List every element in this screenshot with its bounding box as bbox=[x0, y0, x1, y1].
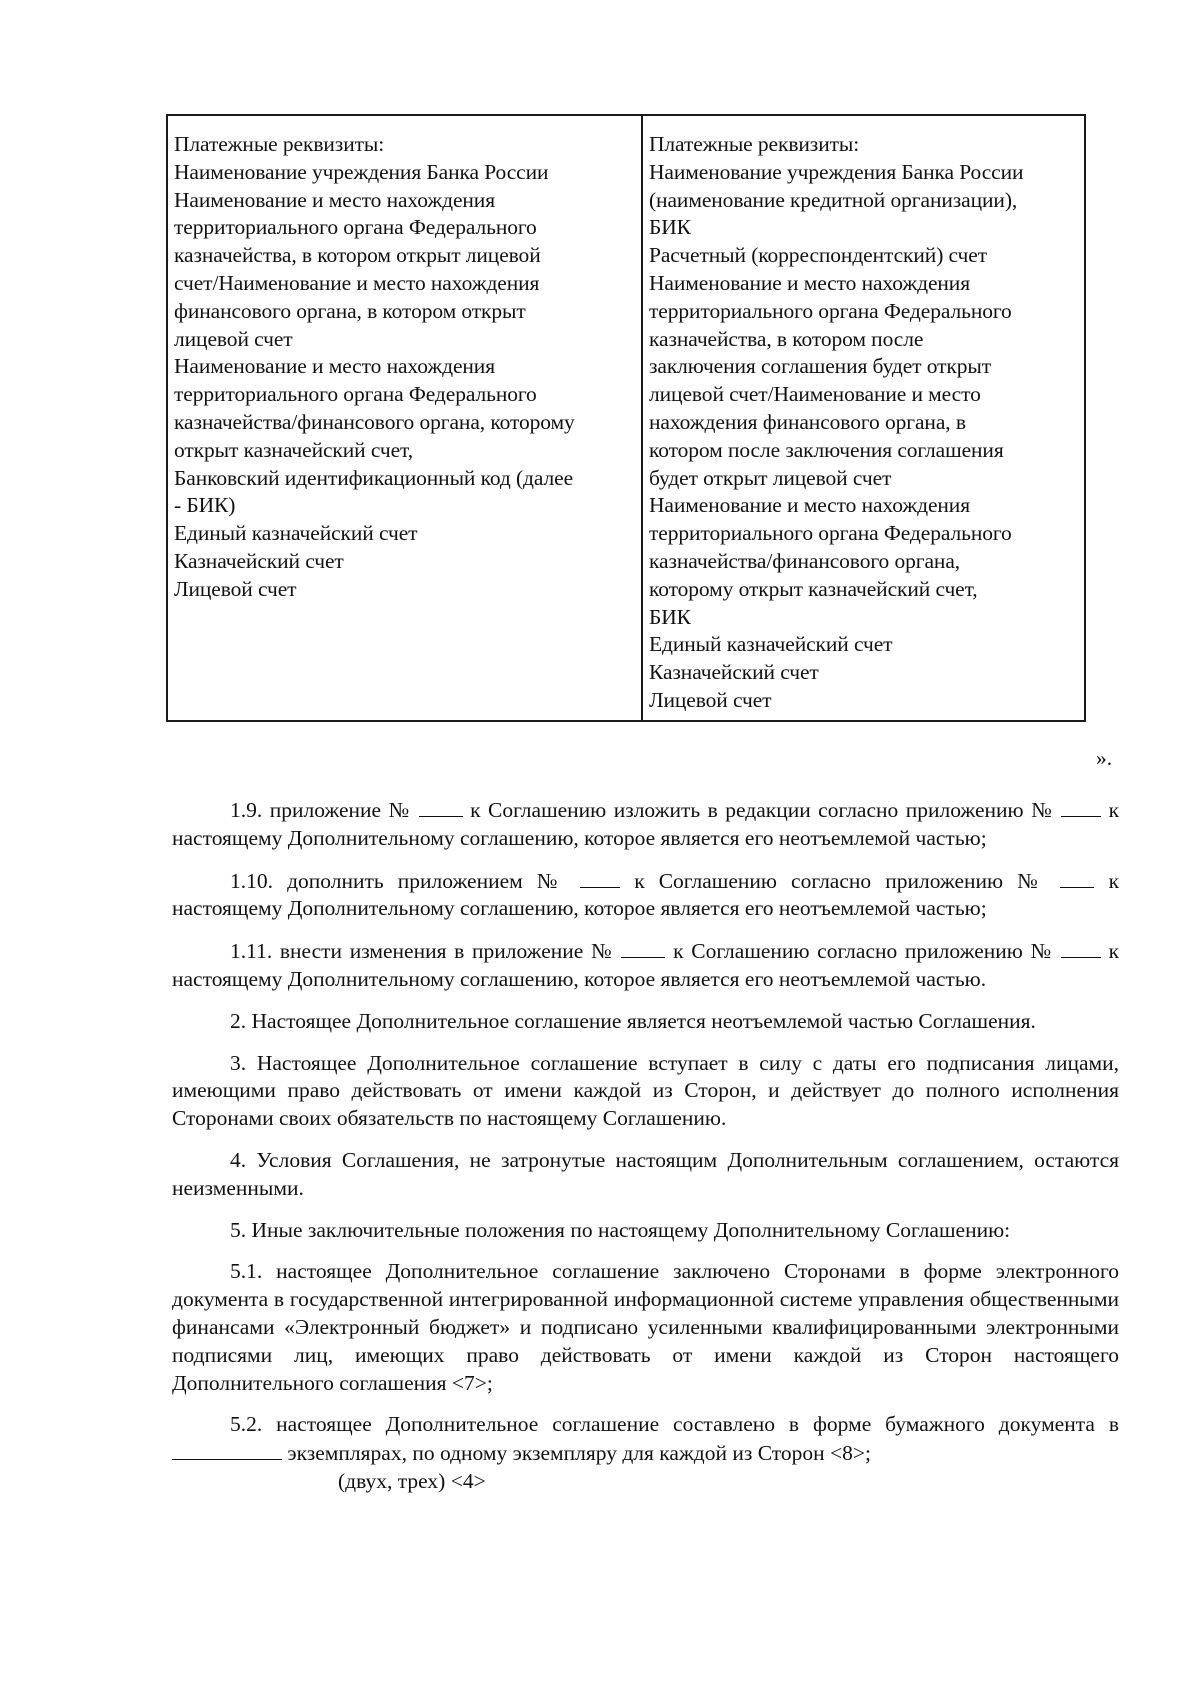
requisites-left-line: Лицевой счет bbox=[174, 576, 297, 601]
requisites-right-line: Казначейский счет bbox=[649, 660, 819, 685]
requisites-right-line: Расчетный (корреспондентский) счет bbox=[649, 243, 987, 268]
requisites-right-line: Наименование учреждения Банка России bbox=[649, 159, 1024, 184]
blank-field bbox=[1061, 796, 1101, 817]
requisites-left-line: Банковский идентификационный код (далее bbox=[174, 465, 574, 490]
requisites-left-line: территориального органа Федерального bbox=[174, 382, 537, 407]
requisites-right-line: (наименование кредитной организации), bbox=[649, 187, 1018, 212]
requisites-right-line: БИК bbox=[649, 215, 691, 240]
blank-field bbox=[1060, 867, 1094, 888]
requisites-left-line: Наименование учреждения Банка России bbox=[174, 159, 549, 184]
paragraph-1-9-part-b: к Соглашению изложить в редакции согласно приложению № bbox=[470, 798, 1054, 822]
requisites-right-line: нахождения финансового органа, в bbox=[649, 409, 966, 434]
paragraph-1-10 bbox=[172, 867, 1119, 924]
requisites-right-line: лицевой счет/Наименование и место bbox=[649, 382, 981, 407]
blank-field bbox=[621, 937, 665, 958]
paragraph-1-9-part-a: 1.9. приложение № bbox=[230, 798, 412, 822]
paragraph-5-1: 5.1. настоящее Дополнительное соглашение заключено Сторонами в форме электронного документа в государственной интегрированной информационной системе управления общественными финансами «Электронный бюджет» и подписано усиленными квалифицированными электронными подписями лиц, имеющих право действовать от имени каждой из Сторон настоящего Дополнительного соглашения <7>; bbox=[172, 1259, 1119, 1395]
requisites-right-line: которому открыт казначейский счет, bbox=[649, 576, 978, 601]
requisites-left-line: - БИК) bbox=[174, 493, 236, 518]
requisites-left-line: счет/Наименование и место нахождения bbox=[174, 270, 540, 295]
requisites-left-line: лицевой счет bbox=[174, 326, 293, 351]
requisites-left-line: Платежные реквизиты: bbox=[174, 132, 385, 156]
requisites-left-line: казначейства, в котором открыт лицевой bbox=[174, 243, 541, 268]
requisites-left-line: Наименование и место нахождения bbox=[174, 187, 495, 212]
paragraph-1-9-part-c: к настоящему Дополнительному соглашению, которое является его неотъемлемой частью; bbox=[172, 798, 1120, 850]
blank-field bbox=[1061, 937, 1101, 958]
blank-field bbox=[419, 796, 463, 817]
paragraph-1-10-part-a: 1.10. дополнить приложением № bbox=[230, 868, 567, 893]
paragraph-5-2 bbox=[172, 1411, 1119, 1495]
requisites-left-line: открыт казначейский счет, bbox=[174, 437, 413, 462]
requisites-right-line: казначейства/финансового органа, bbox=[649, 548, 961, 573]
paragraph-5-2-part-b: экземплярах, по одному экземпляру для каждой из Сторон <8>; bbox=[287, 1441, 872, 1466]
paragraph-1-11-part-c: к настоящему Дополнительному соглашению, которое является его неотъемлемой частью. bbox=[172, 939, 1120, 991]
requisites-right-line: котором после заключения соглашения bbox=[649, 437, 1004, 462]
paragraph-2: 2. Настоящее Дополнительное соглашение является неотъемлемой частью Соглашения. bbox=[230, 1008, 1036, 1033]
requisites-left-line: казначейства/финансового органа, которому bbox=[174, 409, 575, 434]
payment-requisites-table bbox=[166, 114, 1086, 722]
requisites-right-line: территориального органа Федерального bbox=[649, 298, 1012, 323]
requisites-left-line: Казначейский счет bbox=[174, 548, 344, 573]
copies-hint: (двух, трех) <4> bbox=[338, 1468, 486, 1493]
requisites-right-line: будет открыт лицевой счет bbox=[649, 465, 892, 490]
paragraph-1-9 bbox=[172, 796, 1119, 853]
paragraph-1-11-part-a: 1.11. внести изменения в приложение № bbox=[230, 939, 614, 964]
closing-quote: ». bbox=[1096, 746, 1113, 770]
paragraph-1-10-part-b: к Соглашению согласно приложению № bbox=[634, 868, 1047, 893]
requisites-right-column bbox=[643, 116, 1084, 720]
requisites-right-line: территориального органа Федерального bbox=[649, 521, 1012, 546]
requisites-right-line: Платежные реквизиты: bbox=[649, 132, 860, 156]
paragraph-5: 5. Иные заключительные положения по настоящему Дополнительному Соглашению: bbox=[230, 1217, 1011, 1242]
requisites-right-line: Лицевой счет bbox=[649, 687, 772, 712]
requisites-left-line: территориального органа Федерального bbox=[174, 215, 537, 240]
paragraph-1-10-part-c: к настоящему Дополнительному соглашению, которое является его неотъемлемой частью; bbox=[172, 868, 1120, 921]
paragraph-3: 3. Настоящее Дополнительное соглашение вступает в силу с даты его подписания лицами, имеющими право действовать от имени каждой из Сторон, и действует до полного исполнения Сторонами своих обязательств по настоящему Соглашению. bbox=[172, 1050, 1119, 1131]
blank-field bbox=[580, 867, 620, 888]
requisites-right-line: Единый казначейский счет bbox=[649, 632, 893, 657]
paragraph-1-11 bbox=[172, 937, 1119, 994]
blank-field bbox=[172, 1439, 282, 1460]
requisites-right-line: Наименование и место нахождения bbox=[649, 493, 970, 518]
requisites-left-line: Единый казначейский счет bbox=[174, 521, 418, 546]
requisites-right-line: Наименование и место нахождения bbox=[649, 270, 970, 295]
paragraph-4: 4. Условия Соглашения, не затронутые настоящим Дополнительным соглашением, остаются неизменными. bbox=[172, 1147, 1119, 1200]
requisites-left-line: финансового органа, в котором открыт bbox=[174, 298, 526, 323]
document-body bbox=[172, 796, 1119, 1496]
requisites-left-line: Наименование и место нахождения bbox=[174, 354, 495, 379]
requisites-right-line: заключения соглашения будет открыт bbox=[649, 354, 992, 379]
paragraph-1-11-part-b: к Соглашению согласно приложению № bbox=[673, 939, 1054, 964]
requisites-right-line: казначейства, в котором после bbox=[649, 326, 924, 351]
requisites-left-column bbox=[168, 116, 643, 720]
requisites-right-line: БИК bbox=[649, 604, 691, 629]
paragraph-5-2-part-a: 5.2. настоящее Дополнительное соглашение составлено в форме бумажного документа в bbox=[230, 1412, 1119, 1437]
